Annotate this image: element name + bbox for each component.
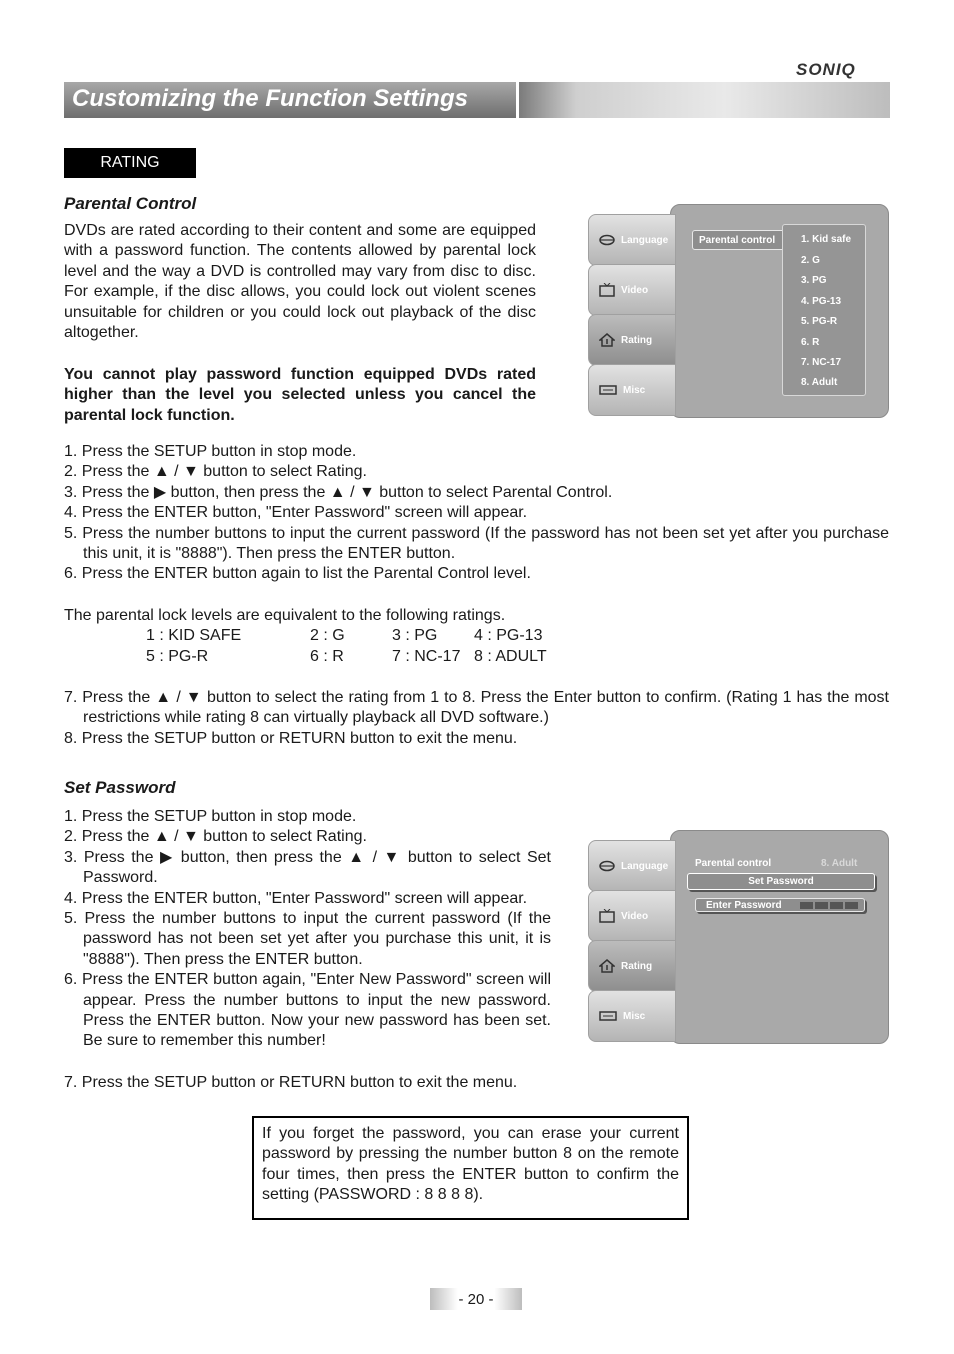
list-item: 4. Press the ENTER button, "Enter Password" screen will appear. bbox=[64, 889, 528, 907]
page-number: - 20 - bbox=[430, 1288, 522, 1310]
level-cell: 2 : G bbox=[310, 627, 345, 645]
page-title: Customizing the Function Settings bbox=[72, 85, 468, 112]
menu-tab-label: Misc bbox=[623, 384, 646, 396]
list-item: 5. Press the number buttons to input the current password (If the password has not been set yet after you purchase this unit, it is "8888"). Then press the ENTER button. bbox=[64, 910, 551, 968]
rating-list bbox=[782, 224, 866, 396]
parental-menu-screen bbox=[588, 204, 889, 418]
list-item: 8. Press the SETUP button or RETURN button to exit the menu. bbox=[64, 729, 518, 747]
parental-control-value: 8. Adult bbox=[821, 858, 858, 869]
levels-table bbox=[146, 626, 547, 667]
mask-digit bbox=[815, 902, 828, 909]
parental-steps bbox=[64, 442, 889, 585]
enter-password-field bbox=[695, 898, 865, 912]
menu-tab-label: Misc bbox=[623, 1010, 646, 1022]
menu-tab-label: Language bbox=[621, 860, 669, 872]
level-cell: 3 : PG bbox=[392, 627, 438, 645]
menu-item-parental-control bbox=[692, 230, 790, 250]
rating-option: 1. Kid safe bbox=[801, 234, 852, 245]
level-cell: 4 : PG-13 bbox=[474, 627, 543, 645]
mask-digit bbox=[830, 902, 843, 909]
parental-control-label: Parental control bbox=[695, 858, 772, 869]
menu-tab-language bbox=[588, 214, 676, 266]
rating-option: 7. NC-17 bbox=[801, 357, 842, 368]
password-menu-screen bbox=[588, 830, 889, 1044]
rating-option: 2. G bbox=[801, 255, 820, 266]
menu-tab-label: Video bbox=[621, 284, 649, 296]
list-item: 2. Press the ▲ / ▼ button to select Rating. bbox=[64, 828, 367, 846]
section-tab-rating: RATING bbox=[64, 148, 196, 178]
mask-digit bbox=[800, 902, 813, 909]
menu-item-label: Enter Password bbox=[706, 899, 782, 911]
menu-tab-label: Language bbox=[621, 234, 669, 246]
list-item: 6. Press the ENTER button again to list the Parental Control level. bbox=[64, 565, 531, 583]
rating-icon bbox=[599, 959, 615, 973]
tv-icon bbox=[599, 283, 615, 297]
level-cell: 5 : PG-R bbox=[146, 647, 209, 665]
rating-option: 6. R bbox=[801, 337, 820, 348]
brand-logo: SONIQ bbox=[796, 60, 856, 79]
level-cell: 6 : R bbox=[310, 647, 344, 665]
parental-intro: DVDs are rated according to their content and some are equipped with a password function. The contents allowed by parental lock level and the way a DVD is controlled may vary from disc to disc. For example, if the disc allows, you could lock out violent scenes unsuitable for children or you could lock out playback of the disc altogether. bbox=[64, 222, 536, 342]
menu-tab-misc bbox=[588, 364, 676, 416]
menu-item-label: Set Password bbox=[748, 876, 814, 887]
list-item: 3. Press the ▶ button, then press the ▲ / ▼ button to select Parental Control. bbox=[64, 483, 613, 501]
list-item: 7. Press the SETUP button or RETURN button to exit the menu. bbox=[64, 1074, 518, 1091]
menu-item-label: Parental control bbox=[699, 234, 776, 246]
menu-tab-misc bbox=[588, 990, 676, 1042]
password-steps bbox=[64, 807, 551, 1052]
rating-icon bbox=[599, 333, 615, 347]
mask-digit bbox=[845, 902, 858, 909]
misc-icon bbox=[599, 384, 617, 396]
level-cell: 8 : ADULT bbox=[474, 647, 547, 665]
menu-tab-rating bbox=[588, 940, 676, 992]
list-item: 7. Press the ▲ / ▼ button to select the rating from 1 to 8. Press the Enter button to confirm. (Rating 1 has the most restrictions while rating 8 can virtually playback all DVD software.) bbox=[64, 689, 889, 727]
list-item: 1. Press the SETUP button in stop mode. bbox=[64, 443, 357, 460]
parental-control-heading: Parental Control bbox=[64, 194, 197, 213]
password-mask bbox=[800, 902, 858, 909]
language-icon bbox=[599, 860, 615, 872]
language-icon bbox=[599, 234, 615, 246]
tv-icon bbox=[599, 909, 615, 923]
misc-icon bbox=[599, 1010, 617, 1022]
rating-option: 3. PG bbox=[801, 275, 827, 286]
level-cell: 1 : KID SAFE bbox=[146, 627, 242, 645]
menu-tab-language bbox=[588, 840, 676, 892]
parental-warning: You cannot play password function equipped DVDs rated higher than the level you selected unless you cancel the parental lock function. bbox=[64, 366, 536, 424]
levels-intro: The parental lock levels are equivalent to the following ratings. bbox=[64, 607, 506, 624]
level-cell: 7 : NC-17 bbox=[392, 647, 461, 665]
menu-tab-video bbox=[588, 890, 676, 942]
menu-tab-label: Rating bbox=[621, 960, 653, 972]
list-item: 4. Press the ENTER button, "Enter Password" screen will appear. bbox=[64, 504, 528, 522]
note-box bbox=[252, 1116, 689, 1220]
rating-option: 5. PG-R bbox=[801, 316, 838, 327]
list-item: 6. Press the ENTER button again, "Enter New Password" screen will appear. Press the number buttons to input the new password. Press the ENTER button. Now your new password has been set. Be sure to remember this number! bbox=[64, 971, 551, 1050]
menu-tab-label: Rating bbox=[621, 334, 653, 346]
list-item: 2. Press the ▲ / ▼ button to select Rating. bbox=[64, 463, 367, 481]
rating-option: 4. PG-13 bbox=[801, 296, 842, 307]
password-steps-last bbox=[64, 1073, 889, 1093]
list-item: 1. Press the SETUP button in stop mode. bbox=[64, 808, 357, 825]
set-password-heading: Set Password bbox=[64, 778, 176, 797]
list-item: 5. Press the number buttons to input the current password (If the password has not been set yet after you purchase this unit, it is "8888"). Then press the ENTER button. bbox=[64, 524, 889, 563]
note-text: If you forget the password, you can erase your current password by pressing the number button 8 on the remote four times, then press the ENTER button to confirm the setting (PASSWORD : 8 8 8 8). bbox=[262, 1125, 679, 1204]
set-password-option bbox=[687, 873, 875, 890]
parental-steps-continued bbox=[64, 688, 889, 749]
rating-option: 8. Adult bbox=[801, 377, 838, 388]
list-item: 3. Press the ▶ button, then press the ▲ / ▼ button to select Set Password. bbox=[64, 848, 551, 887]
menu-tab-rating bbox=[588, 314, 676, 366]
menu-tab-label: Video bbox=[621, 910, 649, 922]
menu-tab-video bbox=[588, 264, 676, 316]
